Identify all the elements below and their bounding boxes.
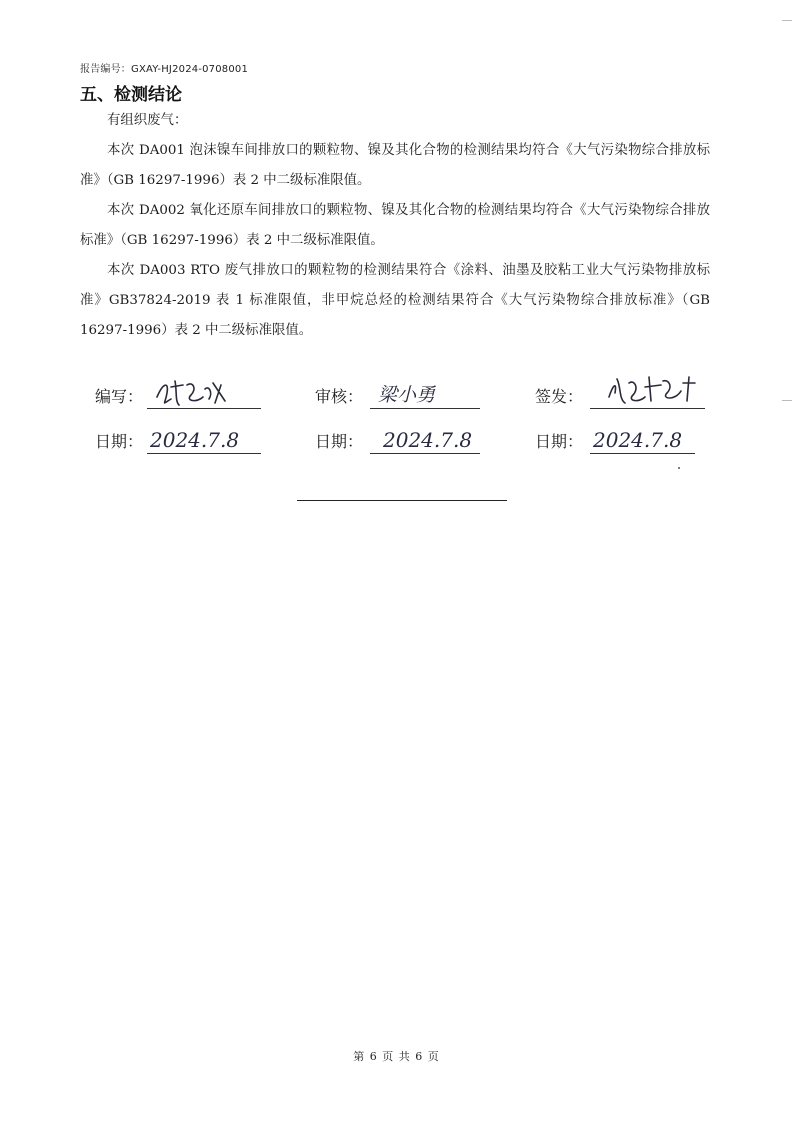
reviewer-date: 2024.7.8	[383, 428, 473, 452]
scan-edge-mark	[782, 400, 792, 401]
compiler-handwritten-signature	[153, 375, 233, 409]
page-number: 第 6 页 共 6 页	[353, 1050, 440, 1063]
paragraph-da003: 本次 DA003 RTO 废气排放口的颗粒物的检测结果符合《涂料、油墨及胶粘工业大气污染物排放标准》GB37824-2019 表 1 标准限值，非甲烷总烃的检测结果符合《大气污染物综合排放标准》（GB 16297-1996）表 2 中二级标准限值。	[80, 263, 710, 338]
issuer-handwritten-signature	[605, 371, 705, 409]
reviewer-handwritten-name: 梁小勇	[378, 384, 436, 406]
issuer-date-block	[535, 418, 715, 458]
reviewer-date-block	[315, 418, 485, 458]
end-of-report-rule	[297, 500, 507, 501]
paragraph-da001: 本次 DA001 泡沫镍车间排放口的颗粒物、镍及其化合物的检测结果均符合《大气污染物综合排放标准》（GB 16297-1996）表 2 中二级标准限值。	[80, 143, 710, 188]
reviewer-date-line	[370, 453, 480, 454]
paragraph-da002: 本次 DA002 氧化还原车间排放口的颗粒物、镍及其化合物的检测结果均符合《大气污染物综合排放标准》（GB 16297-1996）表 2 中二级标准限值。	[80, 203, 710, 248]
compiler-label: 编写：	[95, 387, 144, 406]
issuer-date-line	[590, 453, 695, 454]
intro-line: 有组织废气：	[107, 113, 188, 128]
issuer-signature-block	[535, 373, 715, 413]
issuer-label: 签发：	[535, 387, 584, 406]
date-row	[95, 418, 715, 458]
issuer-date-label: 日期：	[535, 432, 584, 451]
compiler-date-line	[147, 453, 261, 454]
ink-dot	[678, 467, 680, 469]
compiler-date-block	[95, 418, 265, 458]
reviewer-label: 审核：	[315, 387, 364, 406]
report-number: 报告编号：GXAY-HJ2024-0708001	[80, 64, 249, 75]
reviewer-signature-line	[370, 408, 480, 409]
compiler-date-label: 日期：	[95, 432, 144, 451]
issuer-date: 2024.7.8	[593, 428, 683, 452]
scan-edge-mark	[782, 20, 792, 21]
reviewer-date-label: 日期：	[315, 432, 364, 451]
section-title: 五、检测结论	[80, 85, 182, 105]
compiler-signature-block	[95, 373, 265, 413]
signature-row	[95, 373, 715, 413]
conclusion-body	[80, 106, 710, 346]
compiler-date: 2024.7.8	[150, 428, 240, 452]
reviewer-signature-block	[315, 373, 485, 413]
